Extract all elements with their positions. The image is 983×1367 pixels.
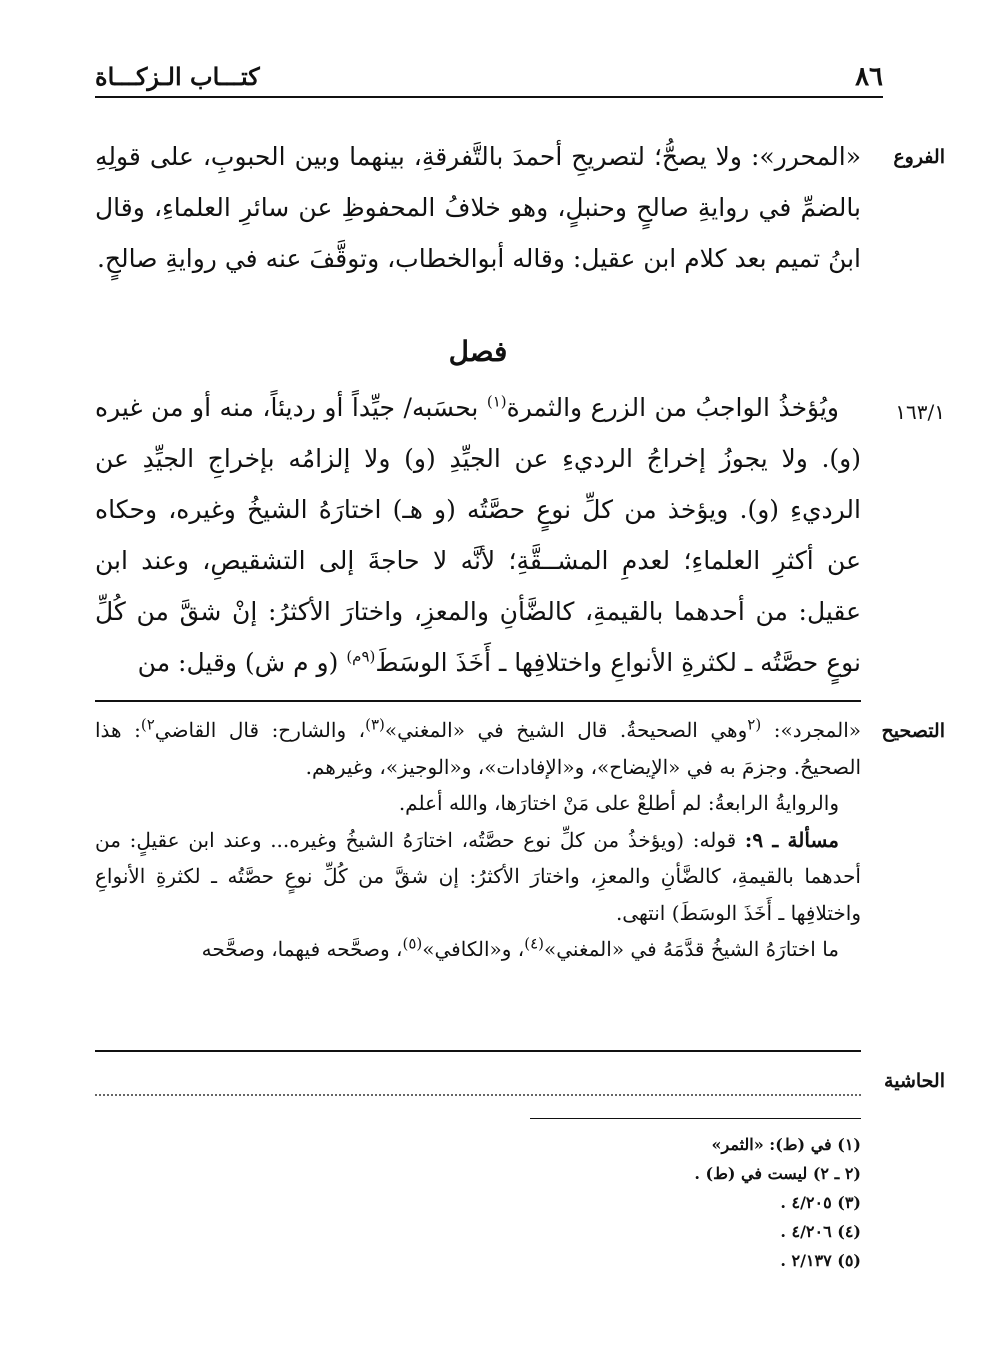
footnote-mark-2-close: ٢) <box>140 715 155 734</box>
footnote-item: (٤) ٤/٢٠٦ . <box>780 1222 861 1241</box>
issue-mark-9: (٩م) <box>346 647 376 666</box>
footnote-item: (٥) ٢/١٣٧ . <box>780 1251 861 1270</box>
footnote-item: (١) في (ط): «الثمر» <box>711 1135 861 1154</box>
page-header <box>95 60 883 98</box>
footnote-item: (٣) ٤/٢٠٥ . <box>780 1193 861 1212</box>
furu-p2-text-c: (و م ش) وقيل: من <box>137 648 347 677</box>
hashiya-label: الحاشية <box>884 1070 945 1092</box>
furu-p2-text-b: بحسَبه/ جيِّداً أو رديئاً، منه أو من غيره (و). ولا يجوزُ إخراجُ الرديءِ عن الجيِّدِ (و) ولا إلزامُه بإخراجِ الجيِّدِ عن الرديءِ (و). ويؤخذ من كلِّ نوعٍ حصَّتُه (و هـ) اختارَهُ الشيخُ وغيره، وحكاه عن أكثرِ العلماءِ؛ لعدمِ المشــقَّةِ؛ لأنَّه لا حاجةَ إلى التشقيصِ، وعند ابن عقيل: من أحدهما بالقيمةِ، كالضَّأنِ والمعزِ، واختارَ الأكثرُ: إنْ شقَّ من كُلِّ نوعٍ حصَّتُه ـ لكثرةِ الأنواعِ واختلافِها ـ أَخَذَ الوسَطَ <box>95 393 861 677</box>
furu-p2-text-a: ويُؤخذُ الواجبُ من الزرع والثمرة <box>506 393 839 422</box>
tashih-divider <box>95 1050 861 1052</box>
tashih-body <box>95 712 861 968</box>
hashiya-dotted-line <box>95 1094 861 1096</box>
footnote-mark-3: (٣) <box>365 715 385 734</box>
tashih-p4-b: ، و«الكافي» <box>422 937 525 961</box>
footnote-item: (٢ ـ ٢) ليست في (ط) . <box>694 1164 861 1183</box>
tashih-paragraph-3 <box>95 822 861 932</box>
tashih-label: التصحيح <box>881 720 945 742</box>
tashih-p4-c: ، وصحَّحه فيهما، وصحَّحه <box>201 937 403 961</box>
tashih-p3-text: قوله: (ويؤخذُ من كلِّ نوع حصَّتُه، اختارَهُ الشيخُ وغيره... وعند ابن عقيلٍ: من أحدهما بالقيمةِ، كالضَّأنِ والمعزِ، واختارَ الأكثرُ: إن شقَّ من كُلِّ نوعٍ حصَّتُه ـ لكثرةِ الأنواعِ واختلافِها ـ أَخَذَ الوسَطَ) انتهى. <box>95 827 861 925</box>
tashih-p1-b: وهي الصحيحةُ. قال الشيخ في «المغني» <box>384 718 748 742</box>
furu-label: الفروع <box>893 146 945 168</box>
footnote-list <box>694 1130 861 1275</box>
tashih-paragraph-1 <box>95 712 861 785</box>
page-number: ٨٦ <box>855 62 883 92</box>
footnote-mark-4: (٤) <box>524 934 545 953</box>
footnote-mark-2-open: (٢ <box>747 715 762 734</box>
reference-number: ١٦٣/١ <box>895 400 945 424</box>
section-heading: فصل <box>448 335 508 368</box>
footnote-separator <box>530 1118 861 1119</box>
footnote-mark-5: (٥) <box>402 934 423 953</box>
furu-paragraph-1: «المحرر»: ولا يصحُّ؛ لتصريحِ أحمدَ بالتَّفرقةِ، بينهما وبين الحبوبِ، على قولِهِ بالضمِّ في روايةِ صالحٍ وحنبلٍ، وهو خلافُ المحفوظِ عن سائرِ العلماءِ، وقال ابنُ تميم بعد كلام ابن عقيل: وقاله أبوالخطاب، وتوقَّفَ عنه في روايةِ صالحٍ. <box>95 142 861 273</box>
footnote-mark-1: (١) <box>486 392 507 411</box>
tashih-p1-a: «المجرد»: <box>761 718 861 742</box>
book-title: كتـــاب الـزكـــاة <box>95 62 260 91</box>
tashih-p4-a: ما اختارَهُ الشيخُ قدَّمَهُ في «المغني» <box>544 937 839 961</box>
tashih-paragraph-4 <box>95 931 861 968</box>
furu-paragraph-2 <box>95 382 861 688</box>
tashih-p1-c: ، والشارح: قال القاضي <box>154 718 366 742</box>
issue-label: مسألة ـ ٩: <box>744 827 840 852</box>
tashih-paragraph-2: والروايةُ الرابعةُ: لم أطلعْ على مَنْ اختارَها، والله أعلم. <box>398 791 839 815</box>
tashih-p1-d: : هذا الصحيحُ. وجزمَ به في «الإيضاح»، و«الإفادات»، و«الوجيز»، وغيرهم. <box>95 718 861 779</box>
section-divider <box>95 700 861 702</box>
